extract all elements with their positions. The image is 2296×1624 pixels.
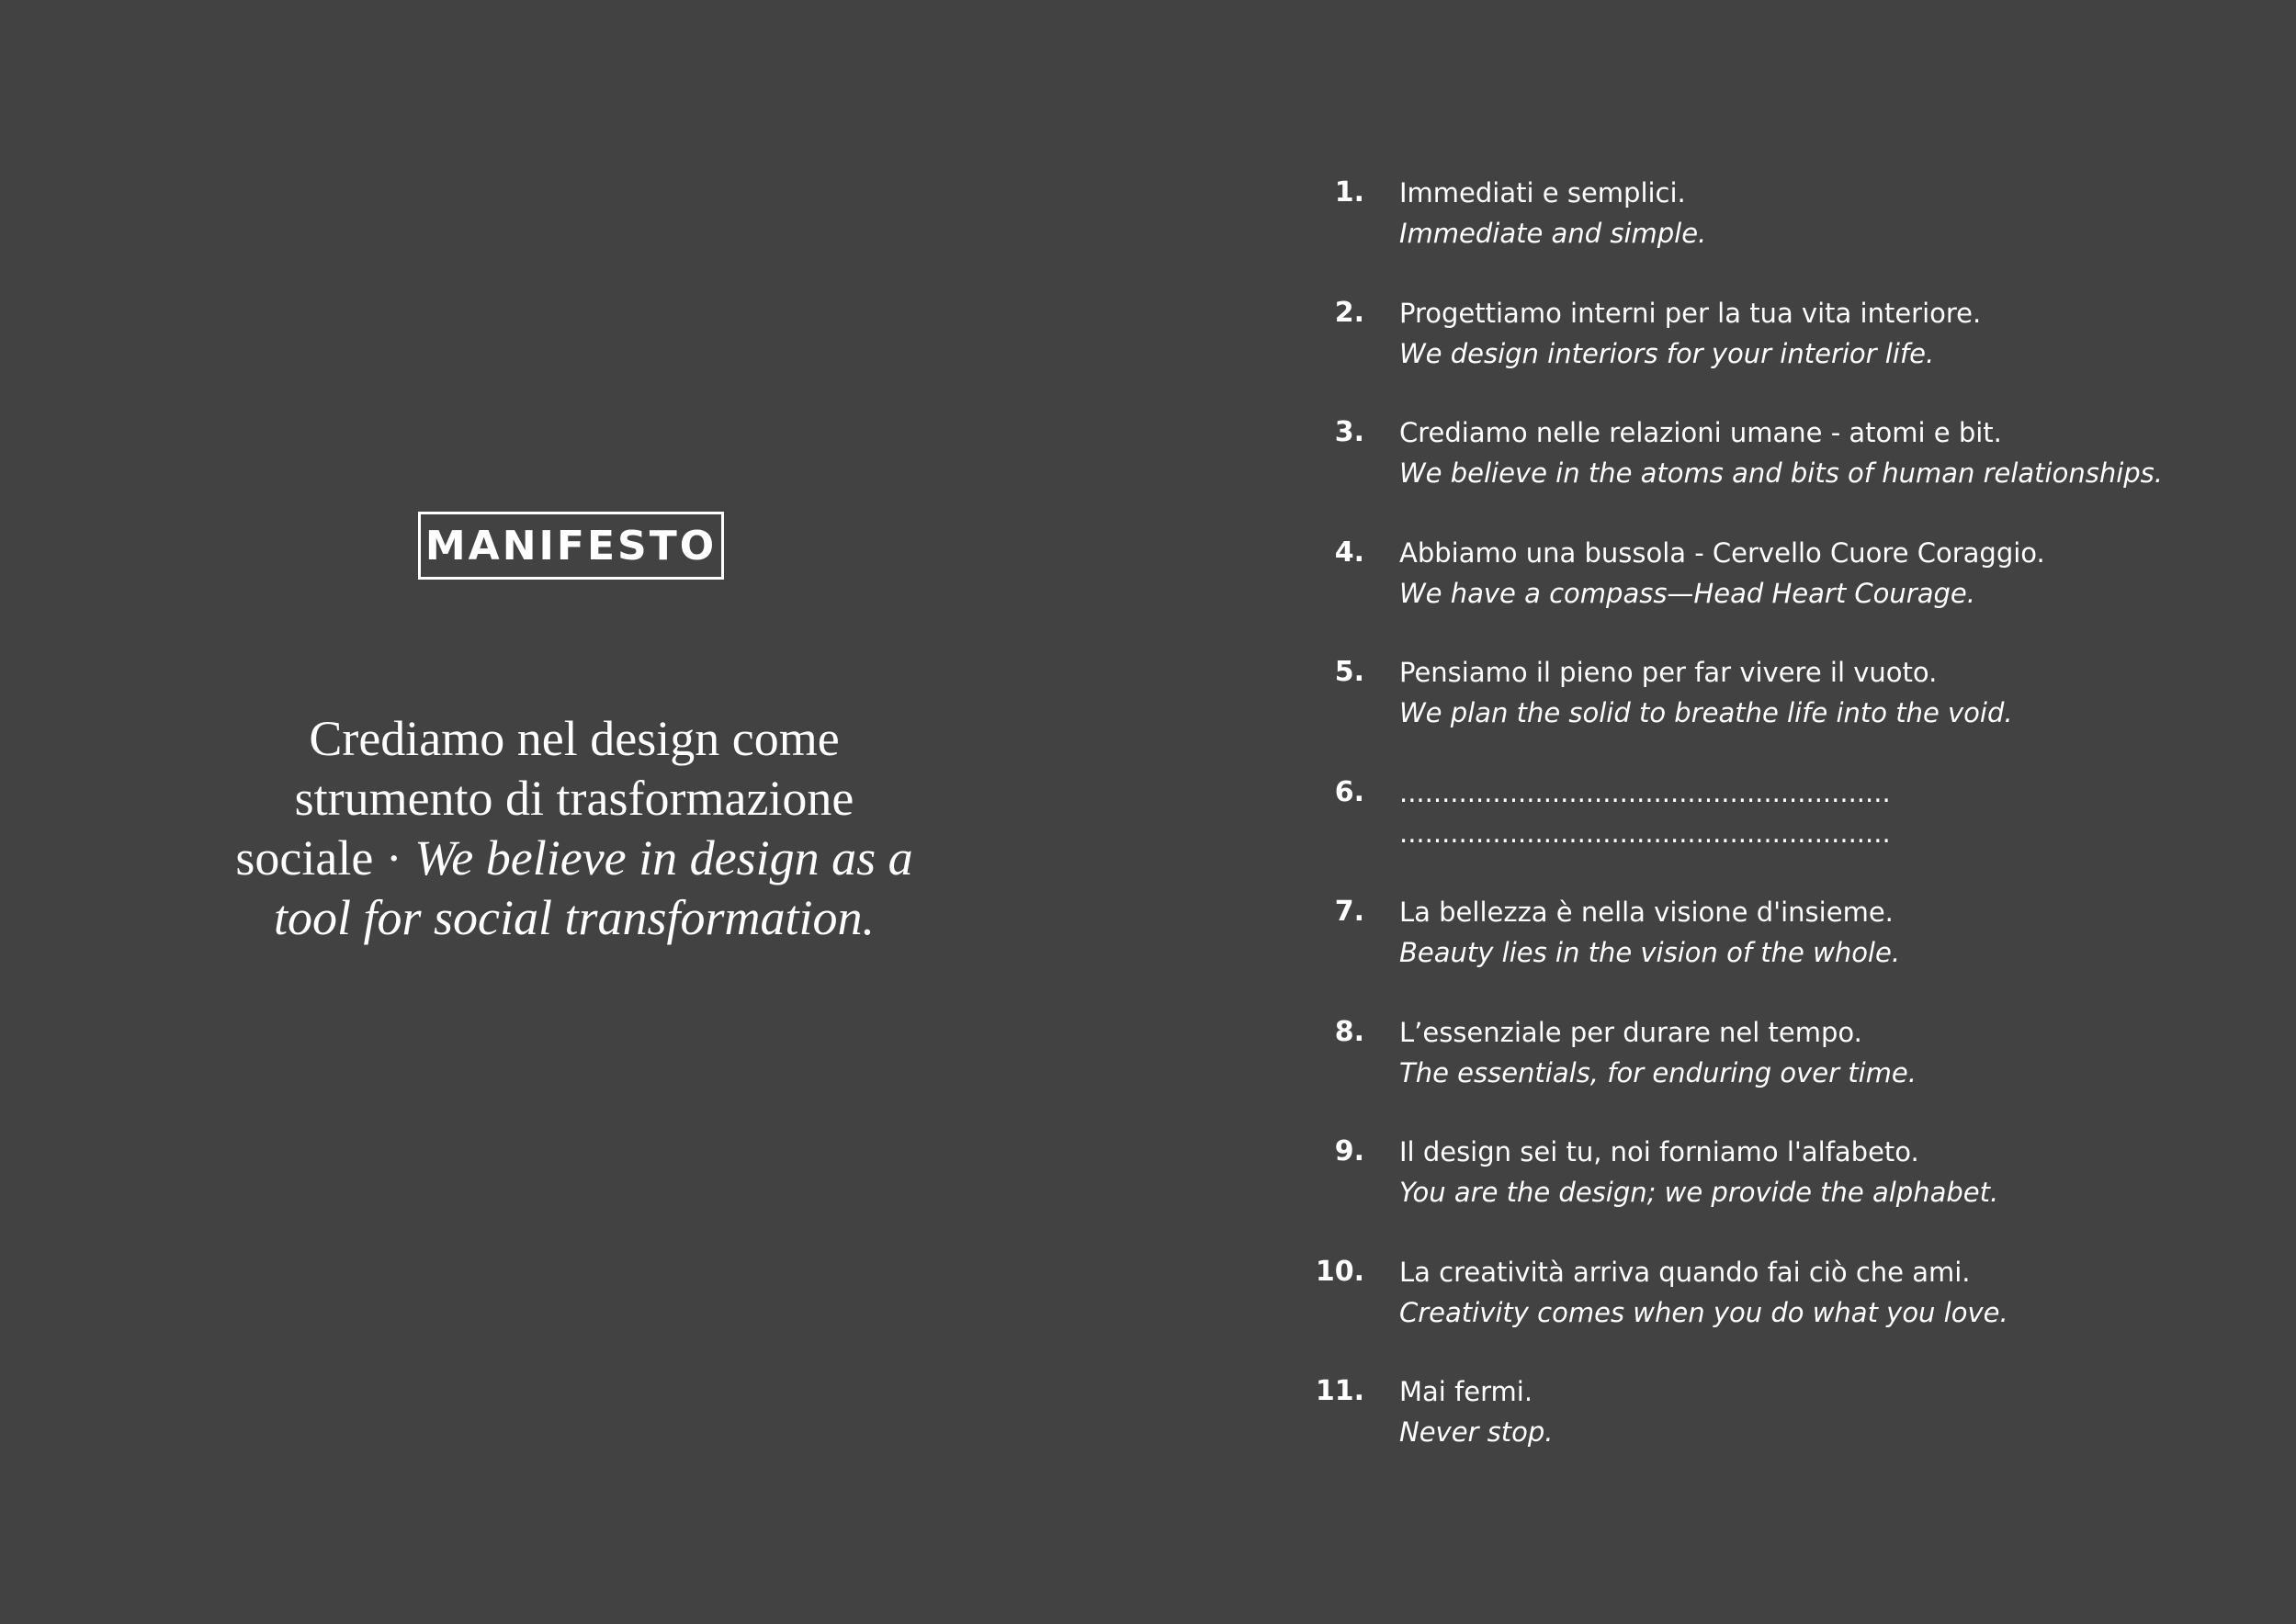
item-english: Creativity comes when you do what you love. [1399, 1296, 2008, 1328]
item-number: 1. [1334, 176, 1364, 209]
item-texts [1399, 652, 2208, 733]
item-english: We believe in the atoms and bits of human relationships. [1399, 457, 2164, 489]
item-texts [1399, 173, 2208, 254]
item-texts [1399, 892, 2208, 973]
item-number: 2. [1334, 296, 1364, 329]
item-number: 5. [1334, 656, 1364, 688]
item-texts [1399, 1371, 2208, 1452]
item-texts [1399, 1252, 2208, 1333]
statement-italian: Crediamo nel design come strumento di trasformazione sociale · [235, 711, 854, 885]
statement-english: We believe in design as a tool for social transformation. [273, 830, 913, 945]
item-italian: La creatività arriva quando fai ciò che ami. [1399, 1256, 1971, 1288]
manifesto-item [1286, 1012, 2205, 1133]
manifesto-item [1286, 533, 2205, 653]
item-italian: L’essenziale per durare nel tempo. [1399, 1016, 1862, 1048]
manifesto-badge [418, 512, 724, 580]
item-number: 4. [1334, 536, 1364, 569]
item-english: Beauty lies in the vision of the whole. [1399, 937, 1901, 968]
item-italian: .......................................................... [1399, 776, 1891, 808]
item-italian: Progettiamo interni per la tua vita interiore. [1399, 297, 1982, 329]
item-texts [1399, 293, 2208, 374]
item-texts [1399, 773, 2208, 853]
item-number: 11. [1315, 1375, 1364, 1407]
item-texts [1399, 533, 2208, 614]
item-italian: Pensiamo il pieno per far vivere il vuoto. [1399, 657, 1938, 688]
item-number: 6. [1334, 775, 1364, 808]
item-italian: Mai fermi. [1399, 1376, 1533, 1407]
item-english: .......................................................... [1399, 817, 1891, 849]
manifesto-item [1286, 1132, 2205, 1252]
manifesto-item [1286, 412, 2205, 533]
item-italian: Immediati e semplici. [1399, 177, 1686, 209]
left-column [230, 0, 919, 1624]
manifesto-list [1286, 173, 2205, 1492]
manifesto-item [1286, 892, 2205, 1012]
item-english: Never stop. [1399, 1416, 1554, 1448]
item-italian: Crediamo nelle relazioni umane - atomi e bit. [1399, 417, 2002, 448]
item-italian: Il design sei tu, noi forniamo l'alfabeto. [1399, 1136, 1919, 1167]
item-english: The essentials, for enduring over time. [1399, 1056, 1917, 1088]
design-statement [230, 709, 919, 948]
manifesto-item [1286, 652, 2205, 773]
item-english: We have a compass—Head Heart Courage. [1399, 577, 1975, 609]
item-texts [1399, 1132, 2208, 1212]
item-number: 9. [1334, 1135, 1364, 1167]
item-italian: La bellezza è nella visione d'insieme. [1399, 897, 1894, 928]
manifesto-item [1286, 173, 2205, 293]
item-english: We design interiors for your interior life. [1399, 337, 1935, 369]
manifesto-item [1286, 293, 2205, 413]
item-texts [1399, 412, 2208, 493]
manifesto-badge-label: MANIFESTO [424, 522, 718, 570]
item-italian: Abbiamo una bussola - Cervello Cuore Coraggio. [1399, 536, 2045, 569]
manifesto-item [1286, 1371, 2205, 1492]
item-number: 10. [1315, 1255, 1364, 1288]
item-number: 3. [1334, 416, 1364, 448]
item-texts [1399, 1012, 2208, 1093]
manifesto-item [1286, 773, 2205, 893]
item-number: 8. [1334, 1015, 1364, 1048]
item-english: We plan the solid to breathe life into the void. [1399, 697, 2013, 728]
item-number: 7. [1334, 896, 1364, 928]
item-english: Immediate and simple. [1399, 218, 1707, 249]
item-english: You are the design; we provide the alphabet. [1399, 1177, 1999, 1208]
manifesto-item [1286, 1252, 2205, 1372]
